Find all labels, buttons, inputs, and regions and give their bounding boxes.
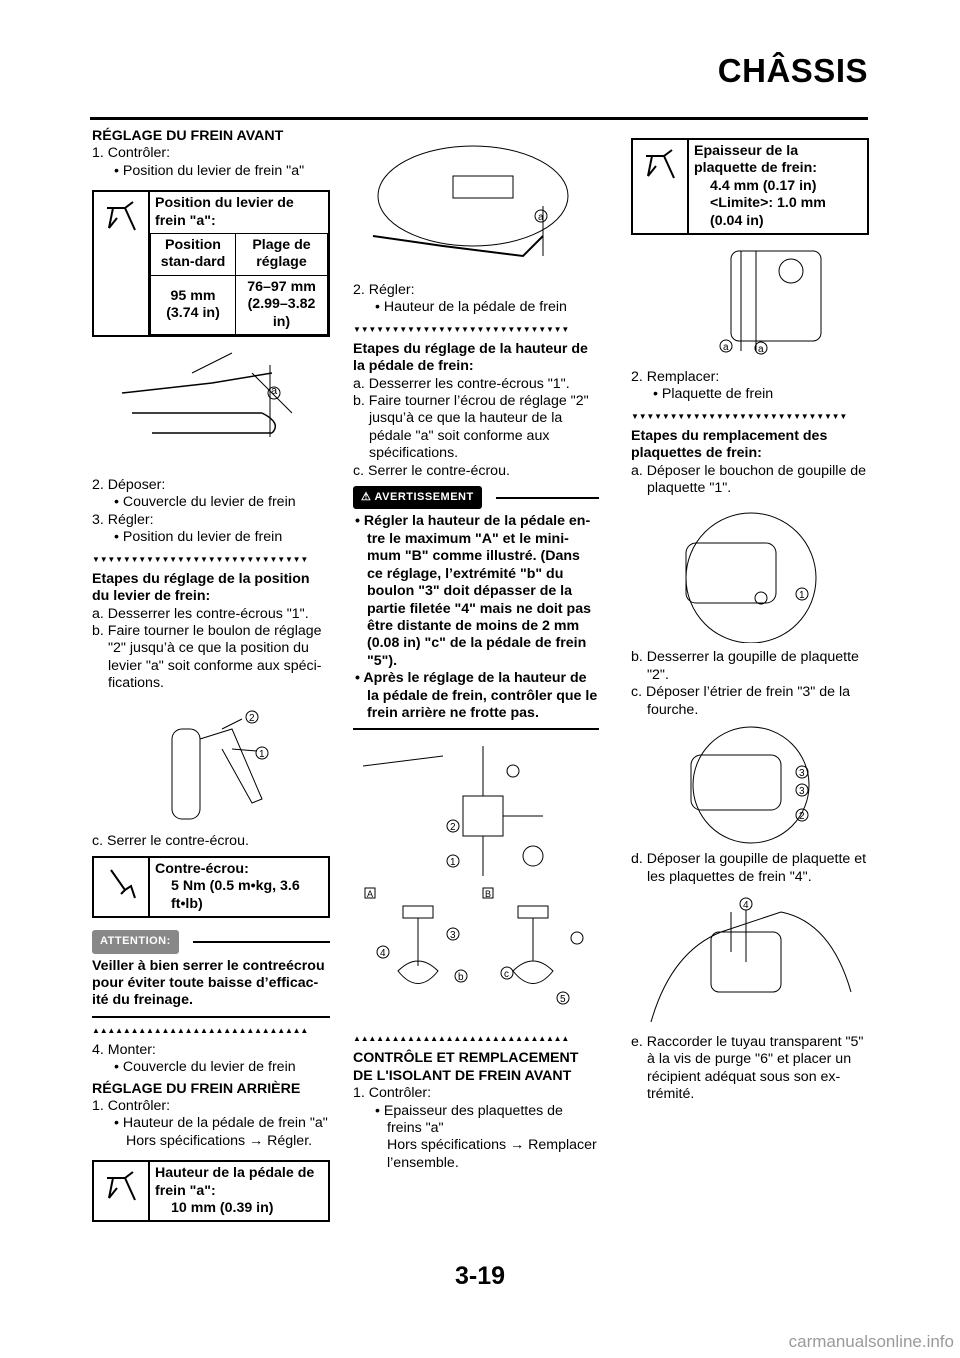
figure-pad-removal (631, 892, 869, 1028)
table-cell: 95 mm (3.74 in) (151, 275, 236, 334)
attention-label: ATTENTION: (92, 930, 179, 953)
warning-header (353, 486, 599, 509)
header-rule (90, 117, 868, 120)
warning-rule (353, 728, 599, 730)
procedure-step: c. Serrer le contre-écrou. (353, 462, 510, 479)
figure-label: a (758, 344, 764, 356)
warning-item: • Régler la hauteur de la pédale en-tre le maximum "A" et le mini-mum "B" comme illustré. (Dans ce réglage, l’extrémité "b" du boulon "3" doit dépasser de la partie filetée "4" mais ne doit pas être distante de moins de 2 mm (0.08 in) "c" de la pédale de frein "5"). (355, 513, 591, 669)
torque-title: Contre-écrou: (155, 860, 249, 877)
spec-title: Hauteur de la pédale de frein "a": (155, 1165, 315, 1199)
figure-label: a (271, 385, 278, 398)
table-header: Plage de réglage (236, 234, 328, 276)
page-title: CHÂSSIS (717, 52, 868, 89)
step-check: 1. Contrôler: (92, 1098, 171, 1114)
step-check-item: • Epaisseur des plaquettes de freins "a" (375, 1102, 563, 1136)
step-remove-item: • Couvercle du levier de frein (114, 494, 296, 511)
spec-box-pad-thickness (631, 138, 869, 235)
procedure-title: Etapes du remplacement des plaquettes de frein: (631, 427, 828, 462)
procedure-step: a. Déposer le bouchon de goupille de plaquette "1". (631, 462, 867, 497)
step-adjust: 2. Régler: (353, 282, 415, 298)
attention-header (92, 930, 330, 953)
figure-label: c (504, 969, 509, 981)
table-header: Position stan-dard (151, 234, 236, 276)
figure-caliper-removal (631, 725, 869, 845)
figure-label: 1 (450, 857, 456, 869)
figure-label: 5 (560, 994, 566, 1006)
figure-label: a (538, 212, 544, 223)
step-check-note: Hors spécifications → Régler. (126, 1132, 313, 1149)
figure-pad-thickness (631, 241, 869, 363)
step-replace: 2. Remplacer: (631, 369, 720, 386)
spec-value: 10 mm (0.39 in) (171, 1200, 274, 1217)
step-check-item: • Hauteur de la pédale de frein "a" (114, 1115, 328, 1132)
spec-title: Epaisseur de la plaquette de frein: (694, 143, 817, 177)
attention-rule (92, 1016, 330, 1018)
triangles-down: ▼▼▼▼▼▼▼▼▼▼▼▼▼▼▼▼▼▼▼▼▼▼▼▼▼▼▼▼ (631, 411, 848, 421)
figure-pin-plug (631, 503, 869, 643)
figure-label: 3 (450, 930, 456, 942)
caliper-icon (94, 1162, 150, 1220)
section-heading-rear-brake: RÉGLAGE DU FREIN ARRIÈRE (92, 1080, 301, 1097)
spec-table (150, 233, 328, 335)
step-check: 1. Contrôler: (353, 1085, 432, 1102)
spec-limit: <Limite>: 1.0 mm (0.04 in) (710, 195, 826, 229)
warning-item: • Après le réglage de la hauteur de la pédale de frein, contrôler que le frein arrière ne frotte pas. (355, 670, 598, 721)
spec-value: 4.4 mm (0.17 in) (710, 177, 817, 194)
figure-label: a (723, 342, 729, 354)
spec-box-lever-position (92, 190, 330, 337)
spec-title: Position du levier de frein "a": (155, 195, 294, 229)
step-check-note: Hors spécifications → Remplacer l’ensemble. (387, 1137, 597, 1171)
triangles-down: ▼▼▼▼▼▼▼▼▼▼▼▼▼▼▼▼▼▼▼▼▼▼▼▼▼▼▼▼ (92, 554, 309, 564)
figure-pedal-adjust (353, 736, 599, 1026)
procedure-step: d. Déposer la goupille de plaquette et les plaquettes de frein "4". (631, 851, 867, 885)
warning-label: ⚠ AVERTISSEMENT (353, 486, 482, 509)
procedure-step: b. Faire tourner le boulon de réglage "2" jusqu’à ce que la position du levier "a" soit conforme aux spéci-fications. (92, 622, 322, 692)
figure-label: 3 (799, 768, 805, 780)
section-heading-front-brake: RÉGLAGE DU FREIN AVANT (92, 128, 284, 144)
torque-box (92, 856, 330, 918)
figure-label: 1 (259, 748, 265, 760)
figure-label: 4 (380, 948, 386, 960)
procedure-step: c. Serrer le contre-écrou. (92, 832, 249, 849)
torque-value: 5 Nm (0.5 m•kg, 3.6 ft•lb) (171, 878, 300, 912)
figure-label: B (485, 889, 492, 900)
figure-lever-adjust (92, 699, 330, 827)
figure-label: 1 (799, 590, 805, 602)
page-number: 3-19 (454, 1262, 506, 1290)
step-install: 4. Monter: (92, 1041, 156, 1058)
step-adjust-item: • Position du levier de frein (114, 529, 283, 546)
step-adjust: 3. Régler: (92, 511, 154, 528)
procedure-step: e. Raccorder le tuyau transparent "5" à la vis de purge "6" et placer un récipient adéquat sous son ex-trémité. (631, 1033, 864, 1103)
column-1 (92, 128, 330, 1228)
figure-label: b (458, 972, 464, 984)
procedure-step: c. Déposer l’étrier de frein "3" de la fourche. (631, 684, 851, 718)
figure-label: 4 (743, 899, 749, 911)
column-2 (353, 128, 599, 1172)
spec-box-pedal-height (92, 1160, 330, 1222)
step-install-item: • Couvercle du levier de frein (114, 1059, 296, 1076)
figure-label: 3 (799, 786, 805, 798)
step-replace-item: • Plaquette de frein (653, 386, 774, 403)
step-check-item: • Position du levier de frein "a" (114, 162, 305, 179)
procedure-title: Etapes du réglage de la hauteur de la pédale de frein: (353, 340, 588, 375)
caliper-icon (633, 140, 689, 233)
procedure-step: b. Desserrer la goupille de plaquette "2". (631, 649, 859, 683)
watermark: carmanualsonline.info (788, 1332, 954, 1351)
procedure-step: a. Desserrer les contre-écrous "1". (353, 375, 570, 392)
procedure-title: Etapes du réglage de la position du levier de frein: (92, 570, 310, 605)
triangles-up: ▲▲▲▲▲▲▲▲▲▲▲▲▲▲▲▲▲▲▲▲▲▲▲▲▲▲▲▲ (353, 1034, 570, 1044)
triangles-up: ▲▲▲▲▲▲▲▲▲▲▲▲▲▲▲▲▲▲▲▲▲▲▲▲▲▲▲▲ (92, 1025, 309, 1035)
table-cell: 76–97 mm (2.99–3.82 in) (236, 275, 328, 334)
figure-brake-pedal (353, 136, 599, 276)
procedure-step: a. Desserrer les contre-écrous "1". (92, 605, 309, 622)
triangles-down: ▼▼▼▼▼▼▼▼▼▼▼▼▼▼▼▼▼▼▼▼▼▼▼▼▼▼▼▼ (353, 324, 570, 334)
step-adjust-item: • Hauteur de la pédale de frein (375, 299, 567, 316)
step-check: 1. Contrôler: (92, 145, 171, 162)
figure-label: 2 (799, 811, 805, 823)
column-3 (631, 128, 869, 1104)
procedure-step: b. Faire tourner l’écrou de réglage "2" jusqu’à ce que la hauteur de la pédale "a" soit conforme aux spécifications. (353, 393, 589, 462)
torque-wrench-icon (94, 858, 150, 916)
figure-label: A (367, 889, 374, 900)
section-heading-pad-check: CONTRÔLE ET REMPLACEMENT DE L'ISOLANT DE FREIN AVANT (353, 1050, 579, 1084)
figure-label: 2 (450, 822, 456, 834)
attention-text: Veiller à bien serrer le contreécrou pour éviter toute baisse d’efficac-ité du freinage. (92, 957, 325, 1009)
figure-brake-lever (92, 343, 330, 471)
figure-label: 2 (249, 712, 255, 724)
caliper-icon (94, 192, 150, 335)
step-remove: 2. Déposer: (92, 477, 166, 494)
